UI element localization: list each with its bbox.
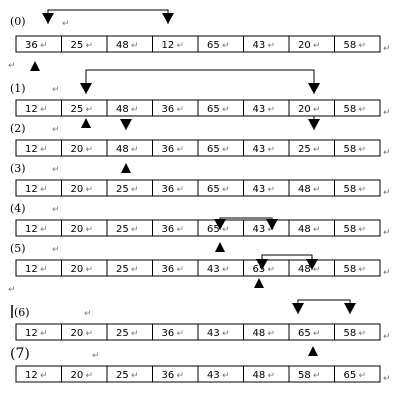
cell-mark: ↵ xyxy=(176,185,185,195)
cell-mark: ↵ xyxy=(131,225,139,235)
cell-mark: ↵ xyxy=(358,265,367,275)
cell-mark: ↵ xyxy=(40,145,48,155)
cell-mark: ↵ xyxy=(358,105,367,115)
step-label-1: (1) xyxy=(10,82,26,95)
step-label-3: (3) xyxy=(10,162,26,175)
return-mark-5: ↵ xyxy=(52,245,60,255)
pointer-0 xyxy=(30,61,40,71)
step-label-0: (0) xyxy=(10,15,26,28)
cell-value: 48 xyxy=(298,264,311,275)
cell-mark: ↵ xyxy=(176,41,185,51)
cell-value: 58 xyxy=(343,104,357,115)
cell-value: 48 xyxy=(298,184,311,195)
cell-mark: ↵ xyxy=(131,105,139,115)
cell-mark: ↵ xyxy=(267,371,276,381)
cell-mark: ↵ xyxy=(176,145,185,155)
cell-value: 43 xyxy=(252,144,266,155)
row-end-mark: ↵ xyxy=(383,268,391,278)
cell-mark: ↵ xyxy=(85,329,94,339)
cell-value: 25 xyxy=(70,104,84,115)
step-label-5: (5) xyxy=(10,242,26,255)
cell-mark: ↵ xyxy=(222,225,230,235)
cell-value: 65 xyxy=(207,104,220,115)
cell-value: 20 xyxy=(298,104,311,115)
cell-value: 43 xyxy=(207,264,220,275)
cell-mark: ↵ xyxy=(85,145,94,155)
cell-value: 65 xyxy=(298,328,311,339)
cell-value: 25 xyxy=(116,184,129,195)
cell-value: 36 xyxy=(161,104,175,115)
row-end-mark: ↵ xyxy=(383,188,391,198)
cell-mark: ↵ xyxy=(85,225,94,235)
cell-mark: ↵ xyxy=(85,41,94,51)
swap-arrow-1 xyxy=(86,70,314,94)
cell-mark: ↵ xyxy=(131,185,139,195)
pointer-1 xyxy=(81,118,91,128)
step-label-2: (2) xyxy=(10,122,26,135)
cell-mark: ↵ xyxy=(358,329,367,339)
row-end-mark: ↵ xyxy=(383,374,391,384)
cell-value: 65 xyxy=(207,224,220,235)
cell-value: 43 xyxy=(252,40,266,51)
cell-mark: ↵ xyxy=(131,41,139,51)
cell-mark: ↵ xyxy=(85,105,94,115)
cell-mark: ↵ xyxy=(267,225,276,235)
cell-value: 58 xyxy=(343,144,357,155)
cell-value: 58 xyxy=(343,264,357,275)
cell-mark: ↵ xyxy=(176,371,185,381)
cell-mark: ↵ xyxy=(131,371,139,381)
cell-value: 58 xyxy=(343,40,357,51)
cell-mark: ↵ xyxy=(40,265,48,275)
cell-mark: ↵ xyxy=(176,225,185,235)
cell-mark: ↵ xyxy=(131,145,139,155)
return-mark-0: ↵ xyxy=(62,19,70,29)
cell-mark: ↵ xyxy=(267,329,276,339)
cell-value: 43 xyxy=(207,328,220,339)
swap-arrow-6 xyxy=(298,300,350,314)
cell-mark: ↵ xyxy=(222,105,230,115)
cell-value: 65 xyxy=(343,370,357,381)
cell-value: 43 xyxy=(207,370,220,381)
step-label-7: (7) xyxy=(10,346,30,362)
cell-mark: ↵ xyxy=(222,371,230,381)
cell-value: 43 xyxy=(252,104,266,115)
cell-value: 25 xyxy=(116,224,129,235)
cell-mark: ↵ xyxy=(358,371,367,381)
cell-value: 36 xyxy=(25,40,38,51)
cell-value: 20 xyxy=(70,184,84,195)
cell-mark: ↵ xyxy=(176,265,185,275)
cell-value: 65 xyxy=(252,264,266,275)
cell-value: 36 xyxy=(161,224,175,235)
cell-value: 58 xyxy=(343,328,357,339)
cell-value: 25 xyxy=(298,144,311,155)
cell-mark: ↵ xyxy=(313,371,321,381)
cell-mark: ↵ xyxy=(358,41,367,51)
cell-mark: ↵ xyxy=(40,371,48,381)
cell-mark: ↵ xyxy=(40,105,48,115)
cell-mark: ↵ xyxy=(267,265,276,275)
cell-mark: ↵ xyxy=(267,41,276,51)
cell-value: 20 xyxy=(70,224,84,235)
pointer-4 xyxy=(215,242,225,252)
row-end-mark: ↵ xyxy=(383,44,391,54)
cell-mark: ↵ xyxy=(40,225,48,235)
cell-value: 58 xyxy=(298,370,311,381)
cell-value: 36 xyxy=(161,184,175,195)
cell-value: 36 xyxy=(161,264,175,275)
cell-mark: ↵ xyxy=(222,41,230,51)
cell-value: 48 xyxy=(252,370,266,381)
cell-value: 48 xyxy=(252,328,266,339)
cell-value: 36 xyxy=(161,370,175,381)
cell-value: 12 xyxy=(25,104,38,115)
cell-value: 25 xyxy=(116,264,129,275)
cell-value: 65 xyxy=(207,144,220,155)
row-end-mark: ↵ xyxy=(383,228,391,238)
cell-value: 12 xyxy=(25,370,38,381)
row-end-mark: ↵ xyxy=(383,108,391,118)
return-mark-b: ↵ xyxy=(8,285,16,295)
pointer-2 xyxy=(121,163,131,173)
cell-value: 58 xyxy=(343,224,357,235)
return-mark-6: ↵ xyxy=(84,309,92,319)
cell-mark: ↵ xyxy=(313,329,321,339)
cell-mark: ↵ xyxy=(358,145,367,155)
cell-value: 12 xyxy=(161,40,175,51)
return-mark-3: ↵ xyxy=(52,165,60,175)
cell-value: 20 xyxy=(70,144,84,155)
cell-value: 58 xyxy=(343,184,357,195)
cell-value: 20 xyxy=(70,328,84,339)
cell-mark: ↵ xyxy=(40,329,48,339)
row-end-mark: ↵ xyxy=(383,332,391,342)
cell-value: 43 xyxy=(252,224,266,235)
pointer-6 xyxy=(308,346,318,356)
cell-value: 36 xyxy=(161,144,175,155)
return-mark-4: ↵ xyxy=(52,205,60,215)
cell-value: 12 xyxy=(25,224,38,235)
cell-mark: ↵ xyxy=(267,185,276,195)
cell-mark: ↵ xyxy=(176,329,185,339)
cell-mark: ↵ xyxy=(176,105,185,115)
cell-value: 25 xyxy=(70,40,84,51)
cell-mark: ↵ xyxy=(85,265,94,275)
return-mark-7: ↵ xyxy=(92,351,100,361)
cell-mark: ↵ xyxy=(222,145,230,155)
return-mark-2: ↵ xyxy=(52,125,60,135)
cell-mark: ↵ xyxy=(131,329,139,339)
step-label-4: (4) xyxy=(10,202,26,215)
cell-value: 48 xyxy=(116,40,129,51)
cell-value: 12 xyxy=(25,144,38,155)
cell-mark: ↵ xyxy=(313,105,321,115)
row-end-mark: ↵ xyxy=(383,148,391,158)
cell-mark: ↵ xyxy=(313,225,321,235)
cell-value: 65 xyxy=(207,184,220,195)
cell-value: 48 xyxy=(116,104,129,115)
cell-mark: ↵ xyxy=(222,329,230,339)
cell-value: 43 xyxy=(252,184,266,195)
cell-mark: ↵ xyxy=(267,105,276,115)
cell-mark: ↵ xyxy=(85,185,94,195)
cell-value: 12 xyxy=(25,184,38,195)
cell-value: 65 xyxy=(207,40,220,51)
cell-value: 48 xyxy=(298,224,311,235)
step-label-6: (6) xyxy=(14,306,30,319)
cell-mark: ↵ xyxy=(40,185,48,195)
cell-value: 48 xyxy=(116,144,129,155)
cell-mark: ↵ xyxy=(85,371,94,381)
cell-value: 25 xyxy=(116,328,129,339)
cell-mark: ↵ xyxy=(222,185,230,195)
cell-mark: ↵ xyxy=(313,41,321,51)
cell-value: 36 xyxy=(161,328,175,339)
cell-mark: ↵ xyxy=(358,185,367,195)
array-rows xyxy=(16,36,391,384)
cell-value: 25 xyxy=(116,370,129,381)
cell-mark: ↵ xyxy=(40,41,48,51)
cell-value: 20 xyxy=(70,264,84,275)
cell-mark: ↵ xyxy=(313,145,321,155)
cell-value: 20 xyxy=(70,370,84,381)
cell-mark: ↵ xyxy=(222,265,230,275)
cell-value: 20 xyxy=(298,40,311,51)
cell-value: 12 xyxy=(25,264,38,275)
cell-value: 12 xyxy=(25,328,38,339)
cell-mark: ↵ xyxy=(358,225,367,235)
cell-mark: ↵ xyxy=(313,265,321,275)
cell-mark: ↵ xyxy=(267,145,276,155)
cell-mark: ↵ xyxy=(131,265,139,275)
pointer-5 xyxy=(254,278,264,288)
return-mark-a: ↵ xyxy=(8,61,16,71)
return-mark-1: ↵ xyxy=(52,85,60,95)
cell-mark: ↵ xyxy=(313,185,321,195)
